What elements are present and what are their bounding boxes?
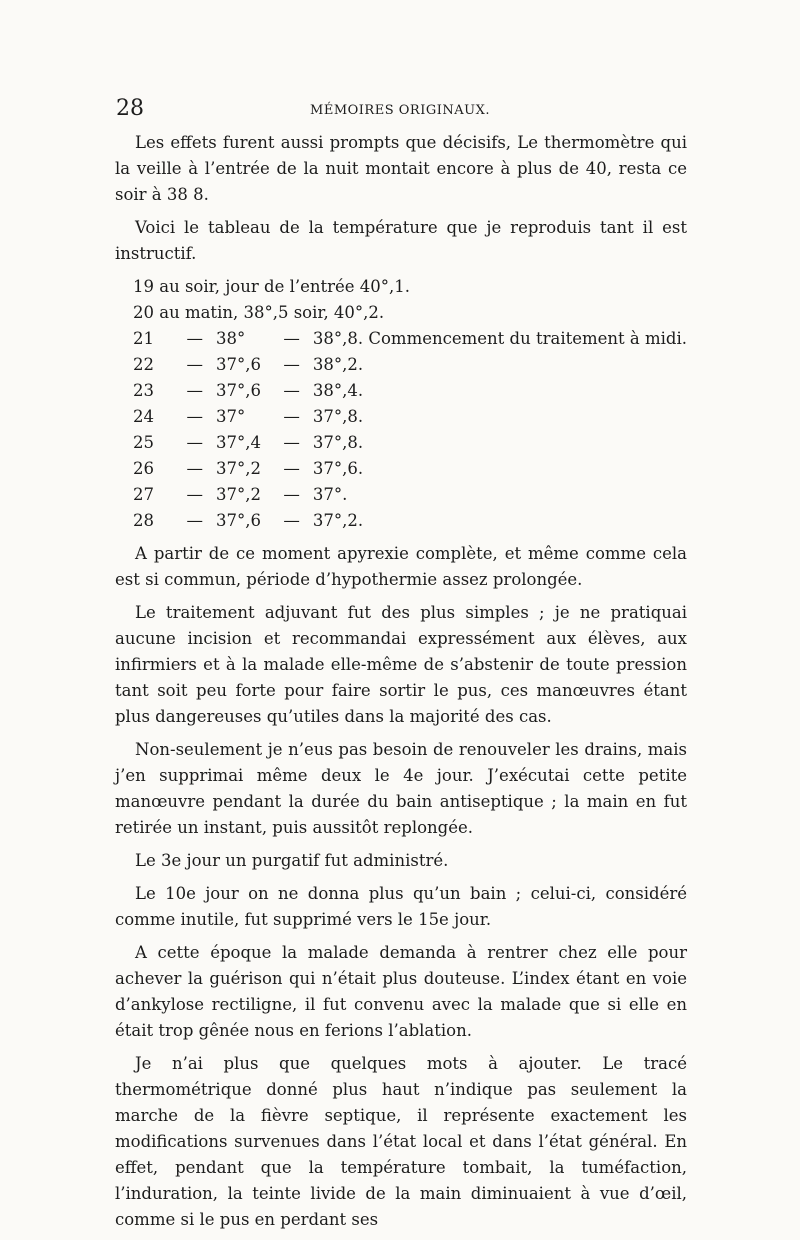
row-day: 25 [133,433,154,452]
paragraph: Le 10e jour on ne donna plus qu’un bain ; celui-ci, considéré comme inutile, fut supprimé vers le 15e jour. [115,884,687,929]
page-number: 28 [116,96,144,121]
paragraph: Je n’ai plus que quelques mots à ajouter. Le tracé thermométrique donné plus haut n’indique pas seulement la marche de la fièvre septique, il représente exactement les modifications survenues dans l’état local et dans l’état général. En effet, pendant que la température tombait, la tuméfaction, l’induration, la teinte livide de la main diminuaient à vue d’œil, comme si le pus en perdant ses [115,1054,687,1229]
row-dash: — [283,355,300,374]
row-evening: 38°,2. [312,355,364,374]
row-day: 24 [133,407,154,426]
row-dash: — [283,329,300,348]
row-dash: — [186,433,203,452]
table-row [133,508,687,534]
row-morning: 37° [215,407,246,426]
row-evening: 37°,2. [312,511,364,530]
row-day: 23 [133,381,154,400]
row-day: 27 [133,485,154,504]
running-title: MÉMOIRES ORIGINAUX. [310,103,490,118]
row-dash: — [186,511,203,530]
table-row [133,456,687,482]
paragraph: Non-seulement je n’eus pas besoin de renouveler les drains, mais j’en supprimai même deux le 4e jour. J’exécutai cette petite manœuvre pendant la durée du bain antiseptique ; la main en fut retirée un instant, puis aussitôt replongée. [115,740,687,837]
page-body [115,130,687,1240]
row-evening: 38°,4. [312,381,364,400]
row-dash: — [186,459,203,478]
row-morning: 38° [215,329,246,348]
row-morning: 37°,6 [215,511,261,530]
row-dash: — [283,433,300,452]
row-day: 26 [133,459,154,478]
row-dash: — [283,485,300,504]
row-morning: 37°,2 [215,485,261,504]
row-day: 28 [133,511,154,530]
table-row [133,352,687,378]
paragraph: A partir de ce moment apyrexie complète, et même comme cela est si commun, période d’hypothermie assez prolongée. [115,544,687,589]
temperature-table [115,274,687,534]
row-dash: — [283,381,300,400]
row-morning: 37°,4 [215,433,261,452]
paragraph: Le traitement adjuvant fut des plus simples ; je ne pratiquai aucune incision et recommandai expressément aux élèves, aux infirmiers et à la malade elle-même de s’abstenir de toute pression tant soit peu forte pour faire sortir le pus, ces manœuvres étant plus dangereuses qu’utiles dans la majorité des cas. [115,603,687,726]
row-day: 22 [133,355,154,374]
paragraph: Les effets furent aussi prompts que décisifs, Le thermomètre qui la veille à l’entrée de la nuit montait encore à plus de 40, resta ce soir à 38 8. [115,133,687,204]
row-evening: 37°. [312,485,348,504]
row-evening: 37°,8. [312,407,364,426]
row-dash: — [283,511,300,530]
row-dash: — [186,485,203,504]
table-row [133,430,687,456]
row-dash: — [283,459,300,478]
row-dash: — [283,407,300,426]
row-day: 21 [133,329,154,348]
temperature-rows [133,326,687,534]
table-row [133,326,687,352]
paragraph: A cette époque la malade demanda à rentrer chez elle pour achever la guérison qui n’était plus douteuse. L’index étant en voie d’ankylose rectiligne, il fut convenu avec la malade que si elle en était trop gênée nous en ferions l’ablation. [115,943,687,1040]
row-dash: — [186,381,203,400]
table-row [133,378,687,404]
row-morning: 37°,6 [215,355,261,374]
row-dash: — [186,355,203,374]
paragraph: Voici le tableau de la température que je reproduis tant il est instructif. [115,218,687,263]
table-row [133,482,687,508]
row-evening: 37°,6. [312,459,364,478]
table-row [133,404,687,430]
row-dash: — [186,407,203,426]
table-row-20: 20 au matin, 38°,5 soir, 40°,2. [133,303,385,322]
row-morning: 37°,6 [215,381,261,400]
row-evening: 38°,8. Commencement du traitement à midi. [312,329,687,348]
paragraph: Le 3e jour un purgatif fut administré. [135,851,449,870]
row-dash: — [186,329,203,348]
row-evening: 37°,8. [312,433,364,452]
table-row-19: 19 au soir, jour de l’entrée 40°,1. [133,277,411,296]
row-morning: 37°,2 [215,459,261,478]
